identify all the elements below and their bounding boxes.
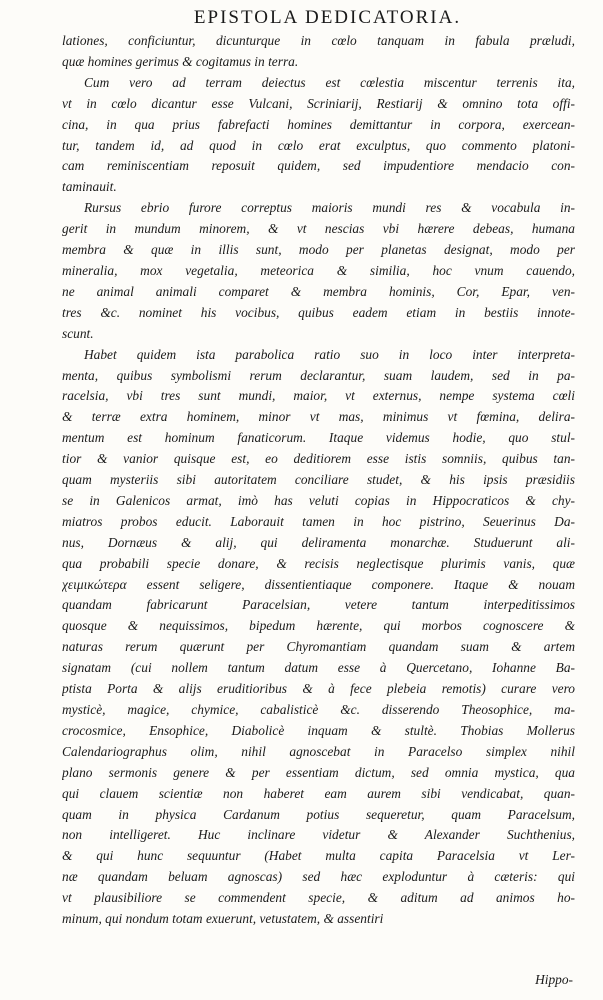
text-line: vt plausibiliore se commendent specie, & aditum ad animos ho- <box>62 890 575 906</box>
text-line: quosque & nequissimos, bipedum hærente, qui morbos cognoscere & <box>62 618 575 634</box>
paragraph <box>62 73 575 198</box>
text-line: Rursus ebrio furore correptus maioris mundi res & vocabula in- <box>84 200 575 216</box>
text-line: ptista Porta & alijs eruditioribus & à fece plebeia remotis) curare vero <box>62 681 575 697</box>
text-line: vt in cœlo dicantur esse Vulcani, Scriniarij, Restiarij & omnino tota offi- <box>62 95 575 111</box>
text-line: quam mysteriis sibi autoritatem conciliare studet, & his ipsis præsidiis <box>62 472 575 488</box>
text-line: ne animal animali comparet & membra hominis, Cor, Epar, ven- <box>62 283 575 299</box>
text-line: Habet quidem ista parabolica ratio suo in loco inter interpreta- <box>84 346 575 362</box>
paragraph <box>62 31 575 73</box>
body-text <box>62 31 575 930</box>
text-line: membra & quæ in illis sunt, modo per planetas designat, modo per <box>62 242 575 258</box>
text-line: signatam (cui nollem tantum datum esse à Quercetano, Iohanne Ba- <box>62 660 575 676</box>
text-line: quæ homines gerimus & cogitamus in terra. <box>62 53 299 69</box>
paragraph <box>62 198 575 344</box>
text-line: tur, tandem id, ad quod in cœlo erat exculptus, quo commento platoni- <box>62 137 575 153</box>
text-line: scunt. <box>62 325 94 341</box>
text-line: Cum vero ad terram deiectus est cœlestia miscentur terrenis ita, <box>84 74 575 90</box>
text-line: menta, quibus symbolismi rerum declarantur, suam laudem, sed in pa- <box>62 367 575 383</box>
text-line: nus, Dornæus & alij, qui deliramenta monarchæ. Studuerunt ali- <box>62 534 575 550</box>
catchword: Hippo- <box>535 972 573 987</box>
text-line: plano sermonis genere & per essentiam dictum, sed omnia mystica, qua <box>62 764 575 780</box>
text-line: lationes, conficiuntur, dicunturque in cœlo tanquam in fabula præludi, <box>62 33 575 48</box>
text-line: χειμικώτερα essent seligere, dissentientiaque componere. Itaque & nouam <box>62 576 575 592</box>
text-line: qua probabili specie donare, & recisis neglectisque plurimis vanis, quæ <box>62 555 575 571</box>
text-line: minum, qui nondum totam exuerunt, vetustatem, & assentiri <box>62 911 384 927</box>
text-line: næ quandam beluam agnoscas) sed hæc exploduntur à cæteris: qui <box>62 869 575 885</box>
text-line: non intelligeret. Huc inclinare videtur & Alexander Suchthenius, <box>62 827 575 843</box>
running-head: EPISTOLA DEDICATORIA. <box>193 7 462 28</box>
text-line: & terræ extra hominem, minor vt mas, minimus vt fœmina, delira- <box>62 409 575 425</box>
text-line: mentum est hominum fanaticorum. Itaque videmus hodie, quo stul- <box>62 430 575 446</box>
text-line: qui clauem scientiæ non haberet eam aurem sibi vendicabat, quan- <box>62 785 575 801</box>
text-line: racelsia, vbi tres sunt mundi, maior, vt externus, nempe systema cœli <box>62 388 575 404</box>
paragraph <box>62 345 575 930</box>
text-line: cam reminiscentiam reposuit quidem, sed impudentiore mendacio con- <box>62 158 575 174</box>
text-line: & qui hunc sequuntur (Habet multa capita Paracelsia vt Ler- <box>62 848 575 864</box>
text-line: gerit in mundum minorem, & vt nescias vbi hærere debeas, humana <box>62 221 575 237</box>
text-line: cina, in qua prius fabrefacti homines demittantur in corpora, exercean- <box>62 116 575 132</box>
text-line: quandam fabricarunt Paracelsian, vetere tantum interpeditissimos <box>62 597 575 613</box>
text-line: tior & vanior quisque est, eo deditiorem esse istis somniis, quibus tan- <box>62 451 575 467</box>
text-line: mysticè, magice, chymice, cabalisticè &c. disserendo Theosophice, ma- <box>62 702 575 717</box>
text-line: naturas rerum quærunt per Chyromantiam quandam suam & artem <box>62 639 575 655</box>
text-line: mineralia, mox vegetalia, meteorica & similia, hoc vnum cauendo, <box>62 262 575 278</box>
text-line: quam in physica Cardanum potius sequeretur, quam Paracelsum, <box>62 806 575 822</box>
text-line: crocosmice, Ensophice, Diabolicè inquam & stultè. Thobias Mollerus <box>62 722 575 738</box>
text-line: se in Galenicos armat, imò has veluti copias in Hippocraticos & chy- <box>62 492 575 508</box>
text-line: tres &c. nominet his vocibus, quibus eadem etiam in bestiis innote- <box>62 304 575 320</box>
text-line: Calendariographus olim, nihil agnoscebat in Paracelso simplex nihil <box>62 743 575 759</box>
text-line: miatros probos educit. Laborauit tamen in hoc pistrino, Seuerinus Da- <box>62 513 575 529</box>
text-line: taminauit. <box>62 179 117 195</box>
